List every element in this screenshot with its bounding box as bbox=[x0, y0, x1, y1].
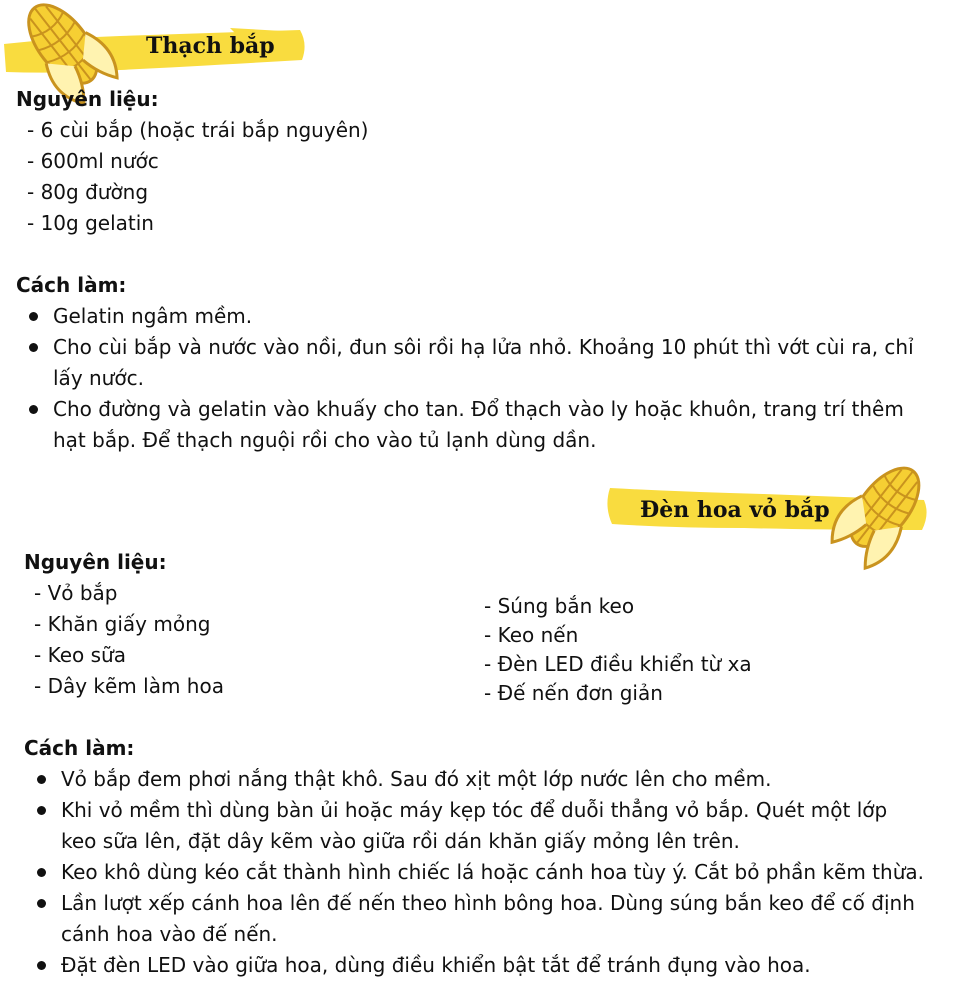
ingredient-item: - Keo sữa bbox=[34, 643, 126, 667]
step-item: Gelatin ngâm mềm. bbox=[17, 301, 942, 332]
step-item: Vỏ bắp đem phơi nắng thật khô. Sau đó xịt một lớp nước lên cho mềm. bbox=[25, 764, 925, 795]
step-item: Cho đường và gelatin vào khuấy cho tan. Đổ thạch vào ly hoặc khuôn, trang trí thêm hạt bắp. Để thạch nguội rồi cho vào tủ lạnh dùng dần. bbox=[17, 394, 942, 456]
section2-ingredients-right bbox=[484, 592, 752, 708]
ingredient-item: - Súng bắn keo bbox=[484, 594, 635, 618]
ingredient-item: - Khăn giấy mỏng bbox=[34, 612, 211, 636]
section2-steps-list bbox=[25, 764, 925, 981]
ingredient-item: - 600ml nước bbox=[27, 149, 159, 173]
ingredient-item: - Đế nến đơn giản bbox=[484, 681, 663, 705]
step-item: Khi vỏ mềm thì dùng bàn ủi hoặc máy kẹp tóc để duỗi thẳng vỏ bắp. Quét một lớp keo sữa lên, đặt dây kẽm vào giữa rồi dán khăn giấy mỏng lên trên. bbox=[25, 795, 925, 857]
step-item: Đặt đèn LED vào giữa hoa, dùng điều khiển bật tắt để tránh đụng vào hoa. bbox=[25, 950, 925, 981]
section1-method-label: Cách làm: bbox=[16, 273, 127, 297]
section2-ingredients-left bbox=[34, 578, 224, 702]
section2-ingredients-label: Nguyên liệu: bbox=[24, 550, 167, 574]
section1-ingredients-label: Nguyên liệu: bbox=[16, 87, 159, 111]
section2-title: Đèn hoa vỏ bắp bbox=[640, 497, 830, 523]
section2-method-label: Cách làm: bbox=[24, 736, 135, 760]
section1-title: Thạch bắp bbox=[146, 33, 275, 59]
ingredient-item: - Vỏ bắp bbox=[34, 581, 118, 605]
step-item: Lần lượt xếp cánh hoa lên đế nến theo hình bông hoa. Dùng súng bắn keo để cố định cánh hoa vào đế nến. bbox=[25, 888, 925, 950]
ingredient-item: - Đèn LED điều khiển từ xa bbox=[484, 652, 752, 676]
ingredient-item: - 10g gelatin bbox=[27, 211, 154, 235]
corn-icon bbox=[806, 462, 956, 572]
ingredient-item: - 80g đường bbox=[27, 180, 149, 204]
step-item: Keo khô dùng kéo cắt thành hình chiếc lá hoặc cánh hoa tùy ý. Cắt bỏ phần kẽm thừa. bbox=[25, 857, 925, 888]
section1-steps-list bbox=[17, 301, 942, 456]
ingredient-item: - Dây kẽm làm hoa bbox=[34, 674, 224, 698]
step-item: Cho cùi bắp và nước vào nồi, đun sôi rồi hạ lửa nhỏ. Khoảng 10 phút thì vớt cùi ra, chỉ lấy nước. bbox=[17, 332, 942, 394]
ingredient-item: - 6 cùi bắp (hoặc trái bắp nguyên) bbox=[27, 118, 369, 142]
section1-ingredients-list bbox=[27, 115, 368, 239]
ingredient-item: - Keo nến bbox=[484, 623, 579, 647]
